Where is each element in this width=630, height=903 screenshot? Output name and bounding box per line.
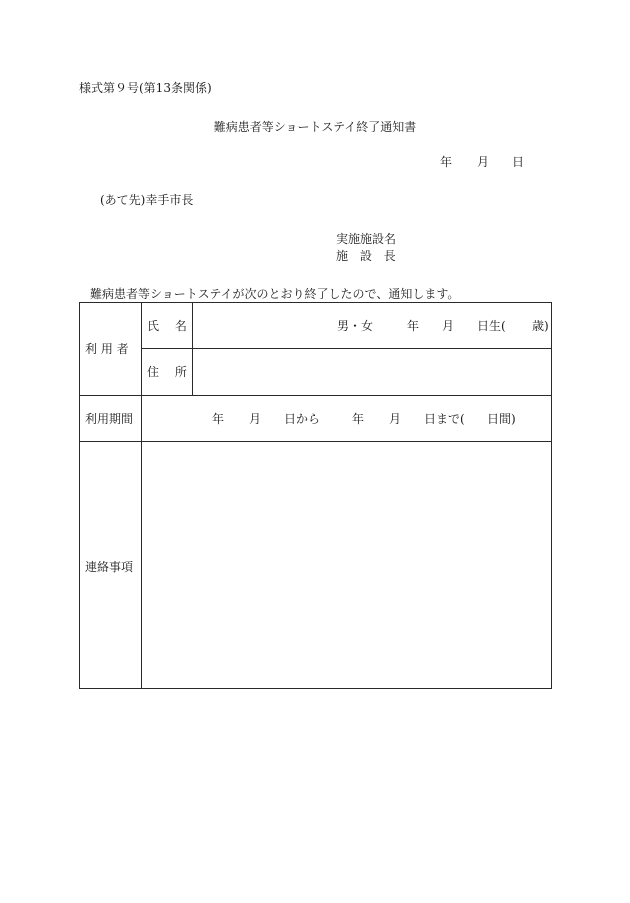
date-month: 月 [477,155,490,169]
table-line-user-period [79,395,552,396]
table-border-left [79,302,80,689]
form-number: 様式第９号(第13条関係) [79,81,212,95]
notes-label: 連絡事項 [85,560,134,574]
intro-text: 難病患者等ショートステイが次のとおり終了したので、通知します。 [90,287,460,301]
table-border-top [79,302,552,303]
facility-head-label: 施 設 長 [336,249,400,263]
age: 歳) [532,319,549,333]
from-month: 月 [249,412,262,426]
gender-choice: 男・女 [337,319,374,333]
to-day: 日まで( [424,412,465,426]
to-year: 年 [352,412,365,426]
address-label: 住 所 [147,365,193,379]
birth-year: 年 [407,319,420,333]
table-border-bottom [79,688,552,689]
period-label: 利用期間 [85,412,134,426]
days-count: 日間) [487,412,516,426]
birth-day: 日生( [477,319,506,333]
addressee: (あて先)幸手市長 [100,193,194,207]
from-year: 年 [212,412,225,426]
table-line-name-address [142,348,552,349]
birth-month: 月 [442,319,455,333]
notice-table [79,302,552,689]
name-label: 氏 名 [147,319,193,333]
table-line-label-column [141,302,142,689]
table-border-right [551,302,552,689]
table-line-sublabel-column [192,302,193,395]
from-day: 日から [284,412,321,426]
date-year: 年 [440,155,453,169]
document-title: 難病患者等ショートステイ終了通知書 [213,120,417,134]
to-month: 月 [389,412,402,426]
date-day: 日 [512,155,525,169]
table-line-period-notes [79,441,552,442]
user-label: 利 用 者 [85,342,129,356]
facility-name-label: 実施施設名 [336,232,397,246]
